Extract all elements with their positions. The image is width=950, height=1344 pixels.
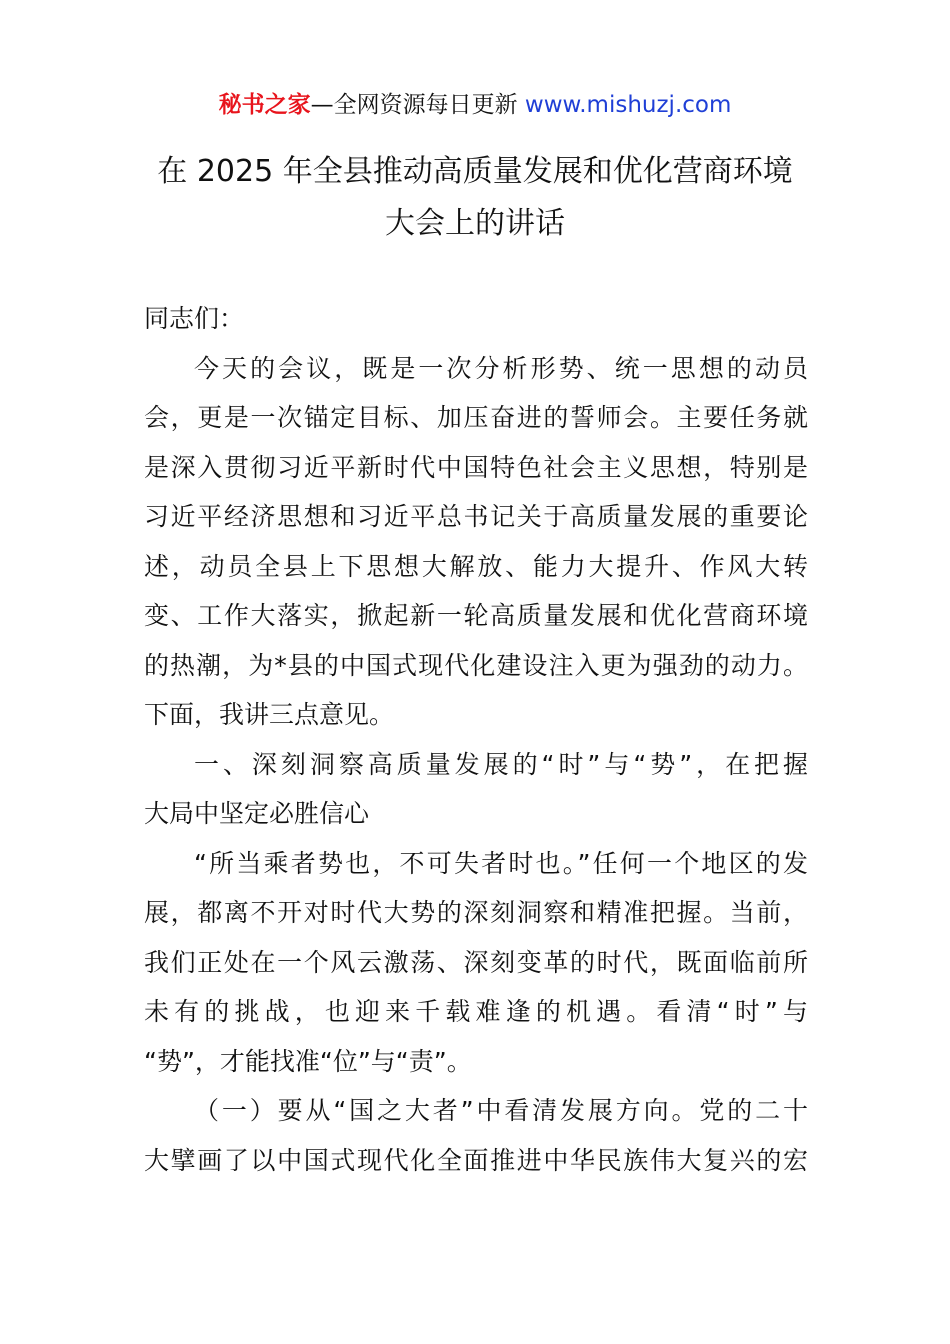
site-tagline: —全网资源每日更新 xyxy=(310,92,525,118)
title-line-1: 在 2025 年全县推动高质量发展和优化营商环境 xyxy=(157,154,793,189)
title-line-2: 大会上的讲话 xyxy=(385,206,565,241)
salutation: 同志们： xyxy=(144,304,245,333)
paragraph-line: 习近平经济思想和习近平总书记关于高质量发展的重要论 xyxy=(144,502,808,531)
paragraph-line: 变、工作大落实，掀起新一轮高质量发展和优化营商环境 xyxy=(144,601,808,630)
site-header xyxy=(0,88,950,122)
subsection-line: （一）要从“国之大者”中看清发展方向。党的二十 xyxy=(194,1096,808,1125)
paragraph-line: 是深入贯彻习近平新时代中国特色社会主义思想，特别是 xyxy=(144,452,808,482)
site-url-link[interactable]: www.mishuzj.com xyxy=(524,92,732,118)
paragraph-line: 我们正处在一个风云激荡、深刻变革的时代，既面临前所 xyxy=(144,947,808,977)
paragraph-line: 下面，我讲三点意见。 xyxy=(144,700,395,729)
paragraph-line: 述，动员全县上下思想大解放、能力大提升、作风大转 xyxy=(144,551,808,581)
section-heading-line: 大局中坚定必胜信心 xyxy=(144,799,370,828)
paragraph-line: 大擘画了以中国式现代化全面推进中华民族伟大复兴的宏 xyxy=(144,1145,808,1175)
document-title xyxy=(120,146,830,250)
paragraph-line: “势”，才能找准“位”与“责”。 xyxy=(144,1046,472,1076)
paragraph-line: 展，都离不开对时代大势的深刻洞察和精准把握。当前， xyxy=(144,898,808,927)
paragraph-line: 会，更是一次锚定目标、加压奋进的誓师会。主要任务就 xyxy=(144,403,808,432)
paragraph-line: 的热潮，为*县的中国式现代化建设注入更为强劲的动力。 xyxy=(144,650,808,680)
site-brand: 秘书之家 xyxy=(218,92,311,118)
section-heading-line: 一、深刻洞察高质量发展的“时”与“势”，在把握 xyxy=(194,749,808,779)
document-body xyxy=(144,294,808,1185)
paragraph-line: 未有的挑战，也迎来千载难逢的机遇。看清“时”与 xyxy=(144,997,808,1026)
paragraph-line: “所当乘者势也，不可失者时也。”任何一个地区的发 xyxy=(194,848,808,878)
paragraph-line: 今天的会议，既是一次分析形势、统一思想的动员 xyxy=(194,353,808,383)
